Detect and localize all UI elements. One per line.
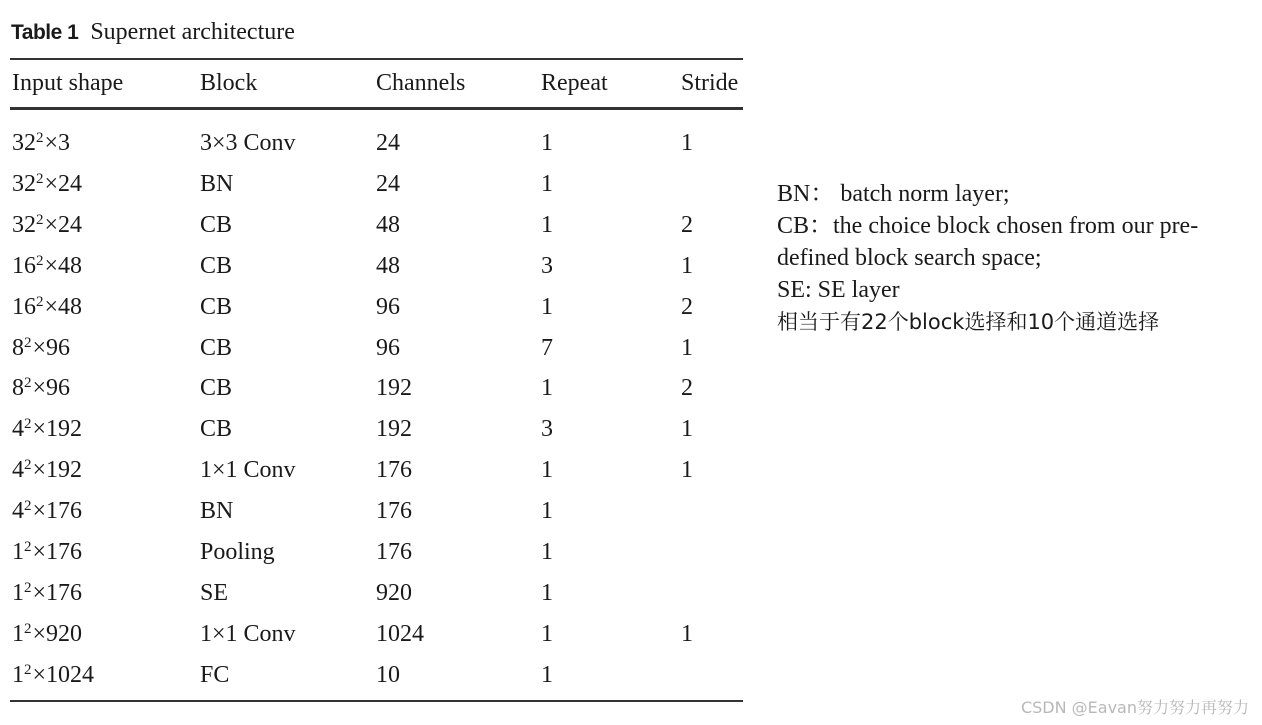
- input-shape-cell: [12, 456, 82, 484]
- shape-rest: ×3: [44, 130, 71, 156]
- shape-base: 1: [12, 620, 24, 647]
- repeat-cell: 3: [541, 416, 553, 443]
- repeat-cell: 1: [541, 293, 553, 320]
- repeat-cell: 1: [541, 375, 553, 402]
- stride-cell: 2: [681, 375, 693, 402]
- shape-base: 1: [12, 539, 24, 565]
- repeat-cell: 1: [541, 130, 553, 156]
- channels-cell: 96: [376, 334, 400, 361]
- block-cell: SE: [200, 579, 229, 606]
- channels-cell: 10: [376, 661, 400, 688]
- stride-cell: 2: [681, 211, 693, 238]
- stride-cell: 1: [681, 620, 693, 647]
- stride-cell: 1: [681, 252, 693, 279]
- input-shape-cell: [12, 620, 82, 648]
- shape-exponent: 2: [24, 334, 32, 351]
- shape-base: 32: [12, 170, 36, 197]
- repeat-cell: 1: [541, 661, 553, 688]
- block-cell: Pooling: [200, 539, 275, 565]
- block-cell: 1×1 Conv: [200, 620, 296, 647]
- repeat-cell: 1: [541, 170, 553, 197]
- channels-cell: 192: [376, 416, 412, 443]
- shape-base: 16: [12, 252, 36, 279]
- shape-base: 4: [12, 457, 24, 484]
- shape-exponent: 2: [24, 498, 32, 515]
- stride-cell: 2: [681, 293, 693, 320]
- block-cell: 1×1 Conv: [200, 457, 296, 484]
- block-cell: CB: [200, 211, 233, 238]
- repeat-cell: 1: [541, 620, 553, 647]
- note-cb: CB：the choice block chosen from our pre-: [777, 213, 1199, 239]
- column-header: Input shape: [12, 70, 124, 96]
- shape-base: 4: [12, 416, 24, 443]
- note-cb-cont: defined block search space;: [777, 245, 1042, 271]
- input-shape-cell: [12, 170, 82, 198]
- stride-cell: 1: [681, 416, 693, 443]
- channels-cell: 1024: [376, 620, 424, 647]
- input-shape-cell: [12, 661, 94, 689]
- top-rule: [10, 58, 743, 60]
- input-shape-cell: [12, 538, 82, 566]
- watermark: CSDN @Eavan努力努力再努力: [1020, 698, 1249, 717]
- block-cell: BN: [200, 498, 234, 525]
- shape-rest: ×192: [32, 457, 83, 484]
- shape-base: 1: [12, 579, 24, 606]
- stride-cell: 1: [681, 457, 693, 484]
- input-shape-cell: [12, 579, 82, 607]
- table-label: Table 1: [11, 21, 79, 44]
- input-shape-cell: [12, 252, 82, 280]
- stride-cell: 1: [681, 130, 693, 156]
- note-bn: BN： batch norm layer;: [777, 181, 1010, 207]
- shape-base: 8: [12, 375, 24, 402]
- column-header: Stride: [681, 70, 739, 96]
- input-shape-cell: [12, 129, 70, 157]
- note-se: SE: SE layer: [777, 277, 900, 303]
- shape-rest: ×48: [44, 293, 83, 320]
- shape-exponent: 2: [24, 416, 32, 433]
- shape-exponent: 2: [36, 211, 44, 228]
- input-shape-cell: [12, 211, 82, 239]
- channels-cell: 24: [376, 170, 400, 197]
- shape-rest: ×920: [32, 620, 83, 647]
- shape-base: 32: [12, 130, 36, 156]
- shape-rest: ×192: [32, 416, 83, 443]
- shape-rest: ×1024: [32, 661, 95, 688]
- input-shape-cell: [12, 334, 70, 362]
- shape-exponent: 2: [36, 293, 44, 310]
- channels-cell: 176: [376, 539, 412, 565]
- column-header: Repeat: [541, 70, 608, 96]
- bottom-rule: [10, 700, 743, 702]
- shape-exponent: 2: [36, 252, 44, 269]
- channels-cell: 192: [376, 375, 412, 402]
- channels-cell: 48: [376, 211, 400, 238]
- channels-cell: 176: [376, 498, 412, 525]
- header-rule: [10, 107, 743, 110]
- note-summary: 相当于有22个block选择和10个通道选择: [777, 310, 1160, 334]
- repeat-cell: 1: [541, 457, 553, 484]
- channels-cell: 176: [376, 457, 412, 484]
- stride-cell: 1: [681, 334, 693, 361]
- shape-base: 1: [12, 661, 24, 688]
- block-cell: CB: [200, 293, 233, 320]
- repeat-cell: 3: [541, 252, 553, 279]
- repeat-cell: 1: [541, 579, 553, 606]
- shape-exponent: 2: [24, 579, 32, 596]
- input-shape-cell: [12, 497, 82, 525]
- repeat-cell: 1: [541, 211, 553, 238]
- shape-rest: ×176: [32, 579, 83, 606]
- column-header: Channels: [376, 70, 466, 96]
- table-title: [11, 19, 295, 46]
- shape-exponent: 2: [24, 539, 32, 555]
- shape-base: 8: [12, 334, 24, 361]
- block-cell: CB: [200, 416, 233, 443]
- block-cell: 3×3 Conv: [200, 130, 296, 156]
- block-cell: CB: [200, 334, 233, 361]
- block-cell: FC: [200, 661, 230, 688]
- channels-cell: 48: [376, 252, 400, 279]
- block-cell: CB: [200, 375, 233, 402]
- shape-exponent: 2: [24, 620, 32, 637]
- channels-cell: 920: [376, 579, 412, 606]
- input-shape-cell: [12, 293, 82, 321]
- block-cell: BN: [200, 170, 234, 197]
- channels-cell: 96: [376, 293, 400, 320]
- input-shape-cell: [12, 415, 82, 443]
- shape-rest: ×24: [44, 211, 83, 238]
- shape-rest: ×96: [32, 375, 71, 402]
- shape-exponent: 2: [24, 661, 32, 678]
- shape-exponent: 2: [24, 457, 32, 474]
- repeat-cell: 7: [541, 334, 553, 361]
- notes: [777, 178, 1247, 338]
- shape-base: 16: [12, 293, 36, 320]
- shape-exponent: 2: [36, 130, 44, 146]
- repeat-cell: 1: [541, 539, 553, 565]
- shape-exponent: 2: [24, 375, 32, 392]
- shape-base: 4: [12, 498, 24, 525]
- block-cell: CB: [200, 252, 233, 279]
- shape-rest: ×96: [32, 334, 71, 361]
- channels-cell: 24: [376, 130, 400, 156]
- shape-base: 32: [12, 211, 36, 238]
- table-caption: Supernet architecture: [90, 19, 295, 45]
- shape-rest: ×176: [32, 539, 83, 565]
- column-header: Block: [200, 70, 258, 96]
- input-shape-cell: [12, 374, 70, 402]
- shape-rest: ×176: [32, 498, 83, 525]
- shape-rest: ×24: [44, 170, 83, 197]
- shape-exponent: 2: [36, 170, 44, 187]
- repeat-cell: 1: [541, 498, 553, 525]
- shape-rest: ×48: [44, 252, 83, 279]
